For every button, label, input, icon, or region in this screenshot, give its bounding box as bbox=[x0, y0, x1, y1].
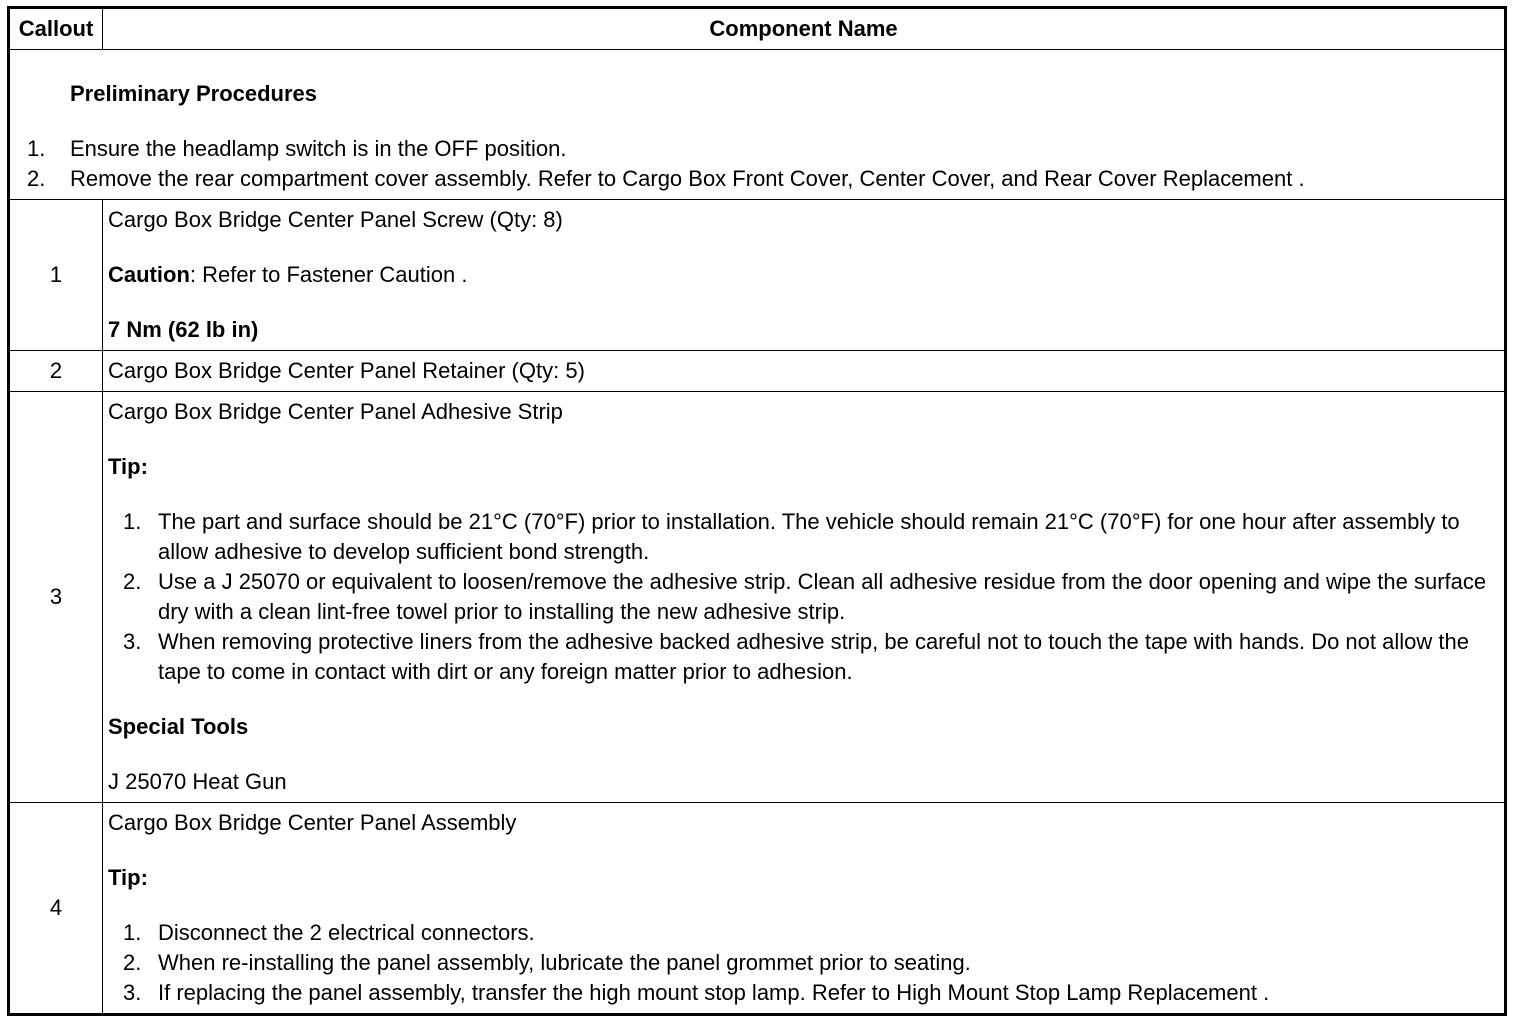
list-number: 2. bbox=[27, 166, 46, 191]
list-text: When removing protective liners from the adhesive backed adhesive strip, be careful not to touch the tape with hands. Do not allow the tape to come in contact with dirt or any foreign matter prior to adhesion. bbox=[158, 629, 1469, 684]
component-name: Cargo Box Bridge Center Panel Retainer (Qty: 5) bbox=[108, 358, 585, 383]
tip-list bbox=[108, 507, 1499, 687]
list-item bbox=[15, 164, 1499, 194]
component-table bbox=[7, 6, 1507, 1016]
component-name: Cargo Box Bridge Center Panel Adhesive Strip bbox=[108, 399, 563, 424]
header-row bbox=[9, 8, 1506, 50]
component-name: Cargo Box Bridge Center Panel Assembly bbox=[108, 810, 517, 835]
table-row bbox=[9, 392, 1506, 803]
list-number: 2. bbox=[123, 950, 142, 975]
list-item bbox=[108, 507, 1499, 567]
torque-spec: 7 Nm (62 lb in) bbox=[108, 317, 259, 342]
list-text: When re-installing the panel assembly, lubricate the panel grommet prior to seating. bbox=[158, 950, 971, 975]
list-item bbox=[108, 948, 1499, 978]
special-tools-label: Special Tools bbox=[108, 714, 249, 739]
list-number: 1. bbox=[27, 136, 46, 161]
list-number: 3. bbox=[123, 980, 142, 1005]
component-cell bbox=[103, 392, 1506, 803]
special-tool: J 25070 Heat Gun bbox=[108, 769, 287, 794]
list-text: The part and surface should be 21°C (70°F) prior to installation. The vehicle should remain 21°C (70°F) for one hour after assembly to allow adhesive to develop sufficient bond strength. bbox=[158, 509, 1460, 564]
list-text: If replacing the panel assembly, transfer the high mount stop lamp. Refer to High Mount Stop Lamp Replacement . bbox=[158, 980, 1270, 1005]
component-cell bbox=[103, 351, 1506, 392]
list-item bbox=[15, 134, 1499, 164]
list-text: Disconnect the 2 electrical connectors. bbox=[158, 920, 535, 945]
list-number: 1. bbox=[123, 509, 142, 534]
caution-line bbox=[108, 260, 1499, 290]
component-cell bbox=[103, 803, 1506, 1015]
list-number: 3. bbox=[123, 629, 142, 654]
caution-label: Caution bbox=[108, 262, 190, 287]
callout-cell: 4 bbox=[9, 803, 103, 1015]
list-item bbox=[108, 567, 1499, 627]
list-item bbox=[108, 978, 1499, 1008]
list-number: 2. bbox=[123, 569, 142, 594]
callout-cell: 2 bbox=[9, 351, 103, 392]
table-row bbox=[9, 803, 1506, 1015]
list-item bbox=[108, 627, 1499, 687]
list-text: Ensure the headlamp switch is in the OFF position. bbox=[70, 136, 567, 161]
preliminary-title: Preliminary Procedures bbox=[70, 81, 318, 106]
list-text: Remove the rear compartment cover assembly. Refer to Cargo Box Front Cover, Center Cover, and Rear Cover Replacement . bbox=[70, 166, 1305, 191]
component-name: Cargo Box Bridge Center Panel Screw (Qty: 8) bbox=[108, 207, 563, 232]
list-item bbox=[108, 918, 1499, 948]
preliminary-procedures bbox=[9, 50, 1506, 200]
callout-cell: 1 bbox=[9, 200, 103, 351]
component-cell bbox=[103, 200, 1506, 351]
preliminary-row bbox=[9, 50, 1506, 200]
tip-list bbox=[108, 918, 1499, 1008]
table-row bbox=[9, 200, 1506, 351]
header-callout: Callout bbox=[9, 8, 103, 50]
caution-text: : Refer to Fastener Caution . bbox=[189, 262, 468, 287]
header-component-name: Component Name bbox=[103, 8, 1506, 50]
list-number: 1. bbox=[123, 920, 142, 945]
table-row bbox=[9, 351, 1506, 392]
tip-label: Tip: bbox=[108, 454, 148, 479]
list-text: Use a J 25070 or equivalent to loosen/remove the adhesive strip. Clean all adhesive residue from the door opening and wipe the surface dry with a clean lint-free towel prior to installing the new adhesive strip. bbox=[158, 569, 1487, 624]
tip-label: Tip: bbox=[108, 865, 148, 890]
preliminary-steps bbox=[15, 134, 1499, 194]
callout-cell: 3 bbox=[9, 392, 103, 803]
